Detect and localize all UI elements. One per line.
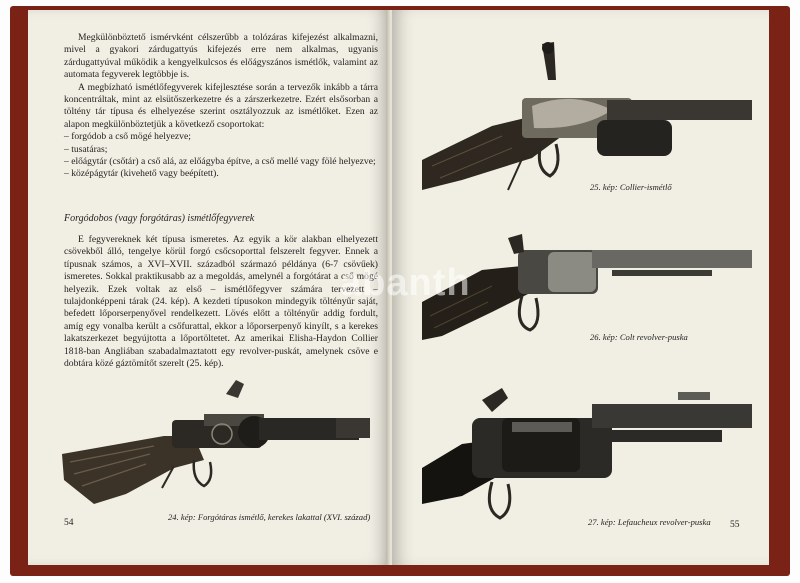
page-number-left: 54	[64, 518, 74, 528]
figure-27-caption: 27. kép: Lefaucheux revolver-puska	[588, 517, 711, 527]
figure-26-caption: 26. kép: Colt revolver-puska	[590, 332, 688, 342]
paragraph-1: Megkülönböztető ismérvként célszerűbb a tolózáras kifejezést alkalmazni, mivel a gyakori zárdugattyús kifejezés erre nem alkalmas, ugyanis zárdugattyúval működik a kengyelkulcsos és előágyszános ismétlők, valamint az automata fegyverek legtöbbje is.	[64, 32, 378, 81]
left-page	[28, 10, 390, 565]
section-paragraph: E fegyvereknek két típusa ismeretes. Az egyik a kör alakban elhelyezett csövekből álló, tengelye körül forgó csőcsoporttal felszerelt fegyver. Ennek a típusnak számos, a XVI–XVII. századból származó példánya (6-7 csövűek) ismeretes. Sokkal praktikusabb az a megoldás, amelynél a forgótárat a cső mögé helyezik. Ezek voltak az első – ismétlőfegyver számára tervezett – tulajdonképpeni tárak (24. kép). A kezdeti típusokon mindegyik töltényűr saját, befedett lőporserpenyővel rendelkezett. Lövés előtt a töltényűr addig fordult, amíg egy vonalba került a csőfurattal, ekkor a lőporserpenyő kinyílt, s a kerekes lakatszerkezet begyújtotta a lőportöltetet. Az amerikai Elisha-Haydon Collier 1818-ban Angliában szabadalmaztatott egy revolver-puskát, amelynek csöve e dobtára közé gáztömítőt szerelt (25. kép).	[64, 234, 378, 370]
wheellock-rifle-illustration	[54, 376, 374, 506]
colt-revolver-rifle-illustration	[422, 232, 752, 342]
collier-repeater-illustration	[422, 40, 752, 190]
lefaucheux-revolver-rifle-illustration	[422, 378, 752, 528]
intro-text	[64, 32, 378, 181]
watermark: abanth	[340, 262, 471, 304]
figure-24-caption: 24. kép: Forgótáras ismétlő, kerekes lakattal (XVI. század)	[168, 512, 371, 522]
section-text	[64, 234, 378, 370]
section-heading: Forgódobos (vagy forgótáras) ismétlőfegyverek	[64, 213, 255, 224]
paragraph-2: A megbízható ismétlőfegyverek kifejlesztése során a tervezők inkább a tárra koncentráltak, mint az elsütőszerkezetre és a zárszerkezetre. Ezért elsősorban a töltény tár típusa és elhelyezése szerint osztályozzuk az ismétlőket. Ezen az alapon megkülönböztetjük a következő csoportokat:	[64, 81, 378, 130]
page-number-right: 55	[730, 520, 740, 530]
list-item: – forgódob a cső mögé helyezve;	[64, 131, 191, 143]
list-item: – tusatáras;	[64, 143, 108, 155]
list-item: – középágytár (kivehető vagy beépített).	[64, 168, 219, 180]
list-item: – előágytár (csőtár) a cső alá, az előágyba építve, a cső mellé vagy fölé helyezve;	[64, 156, 376, 168]
figure-25-caption: 25. kép: Collier-ismétlő	[590, 182, 672, 192]
magazine-type-list	[64, 131, 378, 181]
